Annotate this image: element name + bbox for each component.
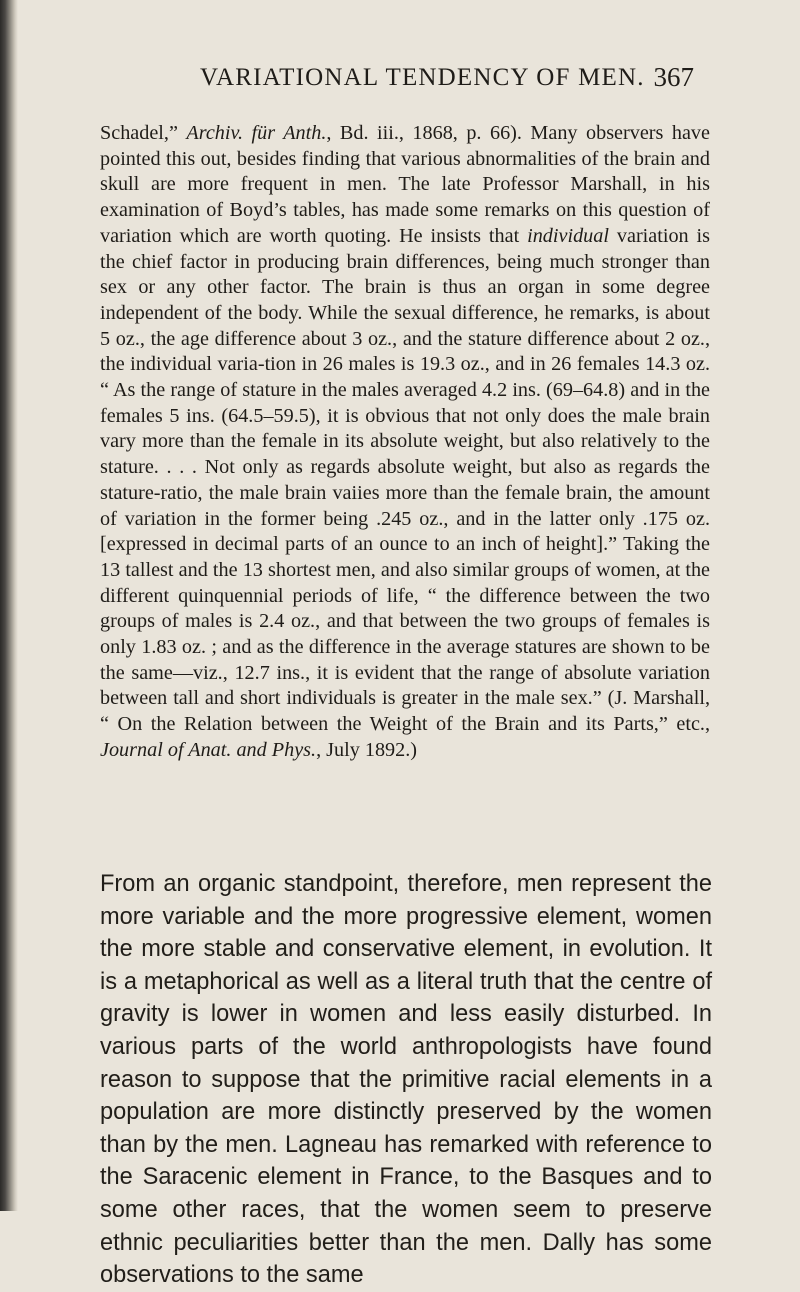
- page-number: 367: [653, 62, 694, 92]
- main-paragraph: From an organic standpoint, therefore, men represent the more variable and the more progressive element, women the more stable and conservative element, in evolution. It is a metaphorical as well as a literal truth that the centre of gravity is lower in women and less easily disturbed. In various parts of the world anthropologists have found reason to suppose that the primitive racial elements in a population are more distinctly preserved by the women than by the men. Lagneau has remarked with reference to the Saracenic element in France, to the Basques and to some other races, that the women seem to preserve ethnic peculiarities better than the men. Dally has some observations to the same: [100, 871, 712, 1289]
- quoted-passage-paragraph: [100, 121, 710, 764]
- text-run: , July 1892.): [316, 738, 418, 761]
- running-head-title: VARIATIONAL TENDENCY OF MEN.: [200, 64, 645, 91]
- text-run: variation is the chief factor in producing brain differences, being much stronger than sex or any other factor. The brain is thus an organ in some degree independent of the body. While the sexual difference, he remarks, is about 5 oz., the age difference about 3 oz., and the stature difference about 2 oz., the individual varia-tion in 26 males is 19.3 oz., and in 26 females 14.3 oz. “ As the range of stature in the males averaged 4.2 ins. (69–64.8) and in the females 5 ins. (64.5–59.5), it is obvious that not only does the male brain vary more than the female in its absolute weight, but also relatively to the stature. . . . Not only as regards absolute weight, but also as regards the stature-ratio, the male brain vaiies more than the female brain, the amount of variation in the former being .245 oz., and in the latter only .175 oz. [expressed in decimal parts of an ounce to an inch of height].” Taking the 13 tallest and the 13 shortest men, and also similar groups of women, at the different quinquennial periods of life, “ the difference between the two groups of males is 2.4 oz., and that between the two groups of females is only 1.83 oz. ; and as the difference in the average statures are shown to be the same—viz., 12.7 ins., it is evident that the range of absolute variation between tall and short individuals is greater in the male sex.” (J. Marshall, “ On the Relation between the Weight of the Brain and its Parts,” etc.,: [100, 224, 711, 736]
- text-run: Schadel,”: [100, 122, 187, 144]
- quoted-passage: [100, 121, 710, 764]
- italic-emphasis: individual: [527, 224, 609, 247]
- main-body: [100, 868, 712, 1292]
- running-head: [200, 64, 700, 92]
- text-run: , Bd. iii., 1868, p. 66). Many observers have pointed this out, besides finding that various abnormalities of the brain and skull are more frequent in men. The late Professor Marshall, in his examination of Boyd’s tables, has made some remarks on this question of variation which are worth quoting. He insists that: [100, 122, 710, 247]
- italic-citation: Journal of Anat. and Phys.: [100, 738, 317, 761]
- binding-shadow: [0, 0, 18, 1211]
- italic-citation: Archiv. für Anth.: [186, 122, 327, 144]
